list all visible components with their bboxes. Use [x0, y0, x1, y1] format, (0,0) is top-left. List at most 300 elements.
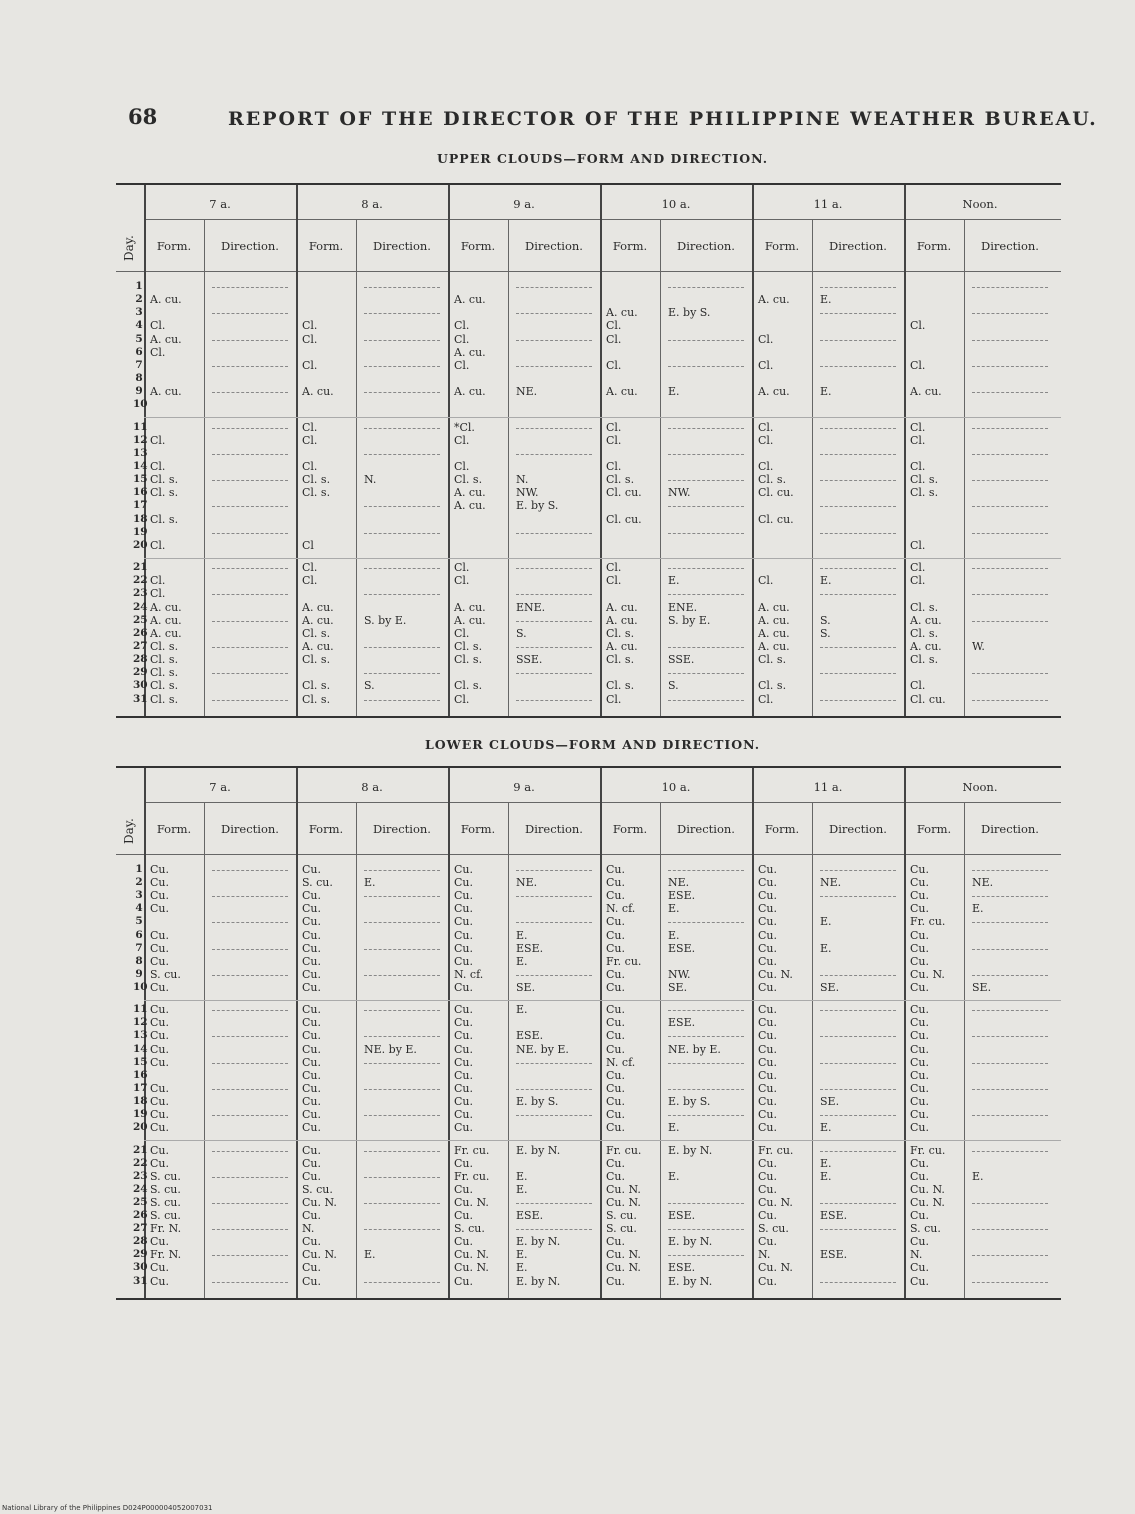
dash-leader [516, 313, 592, 314]
hour-header: 10 a. [661, 780, 691, 794]
dash-leader [212, 533, 288, 534]
dash-leader [364, 1036, 440, 1037]
day-number: 24 [133, 600, 148, 613]
dash-leader [972, 700, 1048, 701]
hour-header: 11 a. [813, 780, 843, 794]
form-cell: S. cu. [150, 1169, 181, 1183]
form-cell: Cu. [302, 1068, 321, 1082]
day-number: 12 [133, 1016, 148, 1029]
day-number: 10 [133, 980, 148, 993]
form-cell: Cu. [150, 1143, 169, 1157]
dash-leader [364, 700, 440, 701]
form-cell: Cu. [910, 941, 929, 955]
dash-leader [364, 1282, 440, 1283]
day-number: 31 [133, 1274, 148, 1287]
upper-clouds-table [116, 183, 1061, 718]
form-cell: Cu. [302, 1274, 321, 1288]
form-cell: Cu. N. [606, 1182, 641, 1196]
direction-cell: NE. [972, 876, 994, 890]
dash-leader [820, 1010, 896, 1011]
direction-cell: E. [364, 1248, 376, 1262]
form-cell: Cu. [910, 1029, 929, 1043]
day-number: 4 [135, 319, 143, 332]
direction-cell: NE. [668, 876, 690, 890]
direction-header: Direction. [221, 822, 279, 836]
form-direction-rule [508, 802, 509, 1298]
form-cell: Cu. [454, 980, 473, 994]
form-cell: Cu. [454, 1016, 473, 1030]
form-cell: Fr. N. [150, 1222, 182, 1236]
dash-leader [364, 506, 440, 507]
dash-leader [516, 568, 592, 569]
form-cell: Cu. [302, 1121, 321, 1135]
form-cell: Cu. [454, 954, 473, 968]
form-header: Form. [308, 822, 344, 836]
dash-leader [516, 896, 592, 897]
direction-header: Direction. [981, 239, 1039, 253]
form-cell: Cu. [758, 876, 777, 890]
dash-leader [212, 896, 288, 897]
dash-leader [364, 533, 440, 534]
dash-leader [972, 1010, 1048, 1011]
form-cell: Cu. [454, 928, 473, 942]
dash-leader [516, 454, 592, 455]
day-number: 7 [135, 358, 143, 371]
form-cell: Cl. [606, 692, 622, 706]
dash-leader [212, 647, 288, 648]
form-cell: Cu. [758, 954, 777, 968]
form-cell: Cu. N. [758, 1261, 793, 1275]
form-header: Form. [612, 239, 648, 253]
day-number: 6 [135, 345, 143, 358]
hour-header: 7 a. [209, 780, 231, 794]
day-number: 11 [133, 1003, 148, 1016]
form-cell: Cl. s. [454, 639, 483, 653]
dash-leader [364, 1010, 440, 1011]
direction-cell: ESE. [516, 1029, 544, 1043]
dash-leader [668, 568, 744, 569]
day-number: 26 [133, 626, 148, 639]
direction-header: Direction. [373, 822, 431, 836]
day-number: 15 [133, 473, 148, 486]
dash-leader [212, 454, 288, 455]
form-cell: Cu. [758, 1081, 777, 1095]
form-cell: Cl. [454, 433, 470, 447]
form-cell: Cu. [910, 876, 929, 890]
form-cell: Cl. [302, 420, 318, 434]
form-cell: Cl. s. [910, 626, 939, 640]
dash-leader [364, 1229, 440, 1230]
form-cell: Cu. [910, 889, 929, 903]
form-direction-rule [812, 219, 813, 716]
dash-leader [516, 1203, 592, 1204]
dash-leader [212, 673, 288, 674]
form-cell: Cl. s. [150, 486, 179, 500]
day-number: 2 [135, 293, 143, 306]
day-number: 11 [133, 420, 148, 433]
form-cell: Cu. [150, 928, 169, 942]
hour-column-rule [752, 768, 754, 1298]
direction-cell: E. [516, 1003, 528, 1017]
direction-cell: E. [516, 1261, 528, 1275]
dash-leader [668, 1229, 744, 1230]
form-cell: N. [302, 1222, 315, 1236]
day-number: 20 [133, 1121, 148, 1134]
hour-column-rule [600, 768, 602, 1298]
dash-leader [212, 1229, 288, 1230]
direction-cell: ESE. [820, 1209, 848, 1223]
day-number: 19 [133, 1108, 148, 1121]
form-cell: Cu. N. [910, 967, 945, 981]
form-cell: Cu. N. [302, 1248, 337, 1262]
form-cell: Cl. [454, 332, 470, 346]
direction-cell: E. [516, 928, 528, 942]
form-cell: Cl. s. [758, 653, 787, 667]
form-cell: Cl. s. [454, 679, 483, 693]
dash-leader [820, 1063, 896, 1064]
dash-leader [820, 1089, 896, 1090]
dash-leader [364, 949, 440, 950]
form-cell: Fr. cu. [606, 1143, 642, 1157]
dash-leader [212, 1151, 288, 1152]
form-cell: Cl. [758, 433, 774, 447]
form-cell: Cu. [150, 980, 169, 994]
form-cell: Cu. N. [606, 1261, 641, 1275]
form-cell: Cu. [150, 1274, 169, 1288]
day-number: 1 [135, 863, 143, 875]
dash-leader [820, 896, 896, 897]
form-cell: Cu. [910, 863, 929, 876]
form-cell: Cu. [910, 902, 929, 916]
form-cell: Cu. N. [606, 1248, 641, 1262]
form-cell: A. cu. [606, 639, 638, 653]
form-cell: S. cu. [910, 1222, 941, 1236]
form-cell: Cl. [910, 420, 926, 434]
form-cell: Cu. [150, 1003, 169, 1017]
direction-cell: N. [364, 473, 377, 487]
dash-leader [516, 533, 592, 534]
dash-leader [212, 568, 288, 569]
dash-leader [972, 922, 1048, 923]
dash-leader [364, 594, 440, 595]
dash-leader [820, 287, 896, 288]
direction-cell: E. by S. [668, 1095, 711, 1108]
form-cell: Cu. [758, 915, 777, 929]
direction-cell: NW. [668, 486, 691, 500]
form-cell: Cl. [150, 587, 166, 601]
direction-cell: E. [820, 1156, 832, 1170]
dash-leader [364, 975, 440, 976]
form-cell: Cu. [606, 1068, 625, 1082]
form-direction-rule [356, 802, 357, 1298]
dash-leader [516, 621, 592, 622]
dash-leader [972, 1282, 1048, 1283]
day-number: 3 [135, 889, 143, 902]
dash-leader [364, 922, 440, 923]
form-header: Form. [460, 822, 496, 836]
dash-leader [668, 533, 744, 534]
library-footer: National Library of the Philippines D024P000004052007031 [2, 1504, 213, 1512]
form-cell: Cu. [302, 928, 321, 942]
form-cell: Cl. s. [758, 473, 787, 487]
dash-leader [364, 392, 440, 393]
dash-leader [364, 647, 440, 648]
form-cell: Fr. N. [150, 1248, 182, 1262]
dash-leader [212, 428, 288, 429]
dash-leader [972, 870, 1048, 871]
form-cell: Cu. [302, 1029, 321, 1043]
form-cell: Cu. [150, 863, 169, 876]
form-direction-rule [508, 219, 509, 716]
direction-cell: E. [972, 902, 984, 916]
form-cell: *Cl. [454, 420, 475, 434]
form-cell: Cu. [910, 1095, 929, 1108]
form-cell: Cu. [454, 889, 473, 903]
form-cell: Cl. s. [910, 486, 939, 500]
form-cell: Cu. [302, 1261, 321, 1275]
dash-leader [668, 1010, 744, 1011]
day-number: 17 [133, 499, 148, 512]
form-cell: A. cu. [302, 613, 334, 627]
dash-leader [820, 1115, 896, 1116]
dash-leader [972, 1115, 1048, 1116]
direction-cell: NE. by E. [516, 1042, 569, 1056]
day-number: 15 [133, 1055, 148, 1068]
dash-leader [972, 1063, 1048, 1064]
dash-leader [516, 1115, 592, 1116]
dash-leader [668, 922, 744, 923]
form-cell: Cu. [910, 1068, 929, 1082]
dash-leader [668, 673, 744, 674]
direction-cell: S. [516, 626, 527, 640]
form-cell: Cl. [454, 692, 470, 706]
form-cell: Cu. [758, 1121, 777, 1135]
form-cell: A. cu. [150, 293, 182, 307]
form-cell: Cu. [910, 1235, 929, 1249]
form-cell: A. cu. [758, 385, 790, 399]
form-cell: S. cu. [606, 1209, 637, 1223]
form-cell: Cu. [758, 941, 777, 955]
form-cell: Cu. [302, 1108, 321, 1122]
form-cell: A. cu. [150, 385, 182, 399]
dash-leader [212, 1063, 288, 1064]
group-separator [144, 1140, 1061, 1141]
direction-cell: E. [516, 1248, 528, 1262]
direction-cell: E. [668, 1169, 680, 1183]
form-cell: Cu. [606, 1169, 625, 1183]
dash-leader [820, 480, 896, 481]
day-number: 26 [133, 1209, 148, 1222]
form-cell: Cu. [910, 1003, 929, 1017]
form-cell: Cl. s. [150, 692, 179, 706]
form-cell: Cu. [910, 1261, 929, 1275]
direction-cell: S. [820, 626, 831, 640]
form-cell: Cu. N. [454, 1261, 489, 1275]
form-cell: Cl. [454, 319, 470, 333]
form-cell: Cu. [454, 1081, 473, 1095]
form-cell: Cu. [910, 1042, 929, 1056]
dash-leader [212, 1115, 288, 1116]
dash-leader [364, 1115, 440, 1116]
form-cell: Cu. [302, 1169, 321, 1183]
form-cell: Cl. [758, 358, 774, 372]
dash-leader [820, 975, 896, 976]
form-cell: Cl. [910, 319, 926, 333]
dash-leader [820, 870, 896, 871]
form-cell: Cu. [910, 1055, 929, 1069]
form-cell: Cu. [302, 1143, 321, 1157]
form-cell: Cl. s. [910, 473, 939, 487]
hour-header: 11 a. [813, 197, 843, 211]
form-cell: Cu. [758, 1055, 777, 1069]
dash-leader [516, 975, 592, 976]
dash-leader [668, 480, 744, 481]
hour-column-rule [600, 185, 602, 716]
dash-leader [364, 428, 440, 429]
direction-cell: NE. [516, 876, 538, 890]
form-cell: Cu. N. [910, 1182, 945, 1196]
form-cell: Cu. [758, 1156, 777, 1170]
hour-header-rule [144, 219, 1061, 220]
hour-column-rule [448, 185, 450, 716]
direction-cell: E. [516, 1182, 528, 1196]
form-cell: Cu. [910, 1169, 929, 1183]
form-cell: Cl. cu. [606, 486, 642, 500]
form-cell: Cl. [454, 358, 470, 372]
form-cell: Cu. [910, 1274, 929, 1288]
form-cell: Cl. [302, 332, 318, 346]
direction-cell: E. [668, 902, 680, 916]
day-number: 23 [133, 1169, 148, 1182]
form-cell: Cu. [758, 980, 777, 994]
dash-leader [820, 1151, 896, 1152]
dash-leader [820, 1203, 896, 1204]
dash-leader [364, 1063, 440, 1064]
day-number: 19 [133, 525, 148, 538]
direction-cell: E. [820, 1121, 832, 1135]
form-cell: S. cu. [150, 967, 181, 981]
direction-cell: E. by S. [516, 1095, 559, 1108]
day-number: 9 [135, 967, 143, 980]
form-cell: Cl. [758, 459, 774, 473]
dash-leader [364, 568, 440, 569]
dash-leader [972, 533, 1048, 534]
form-cell: Cl. [758, 574, 774, 588]
day-number: 30 [133, 679, 148, 692]
dash-leader [516, 594, 592, 595]
day-number: 6 [135, 928, 143, 941]
dash-leader [820, 506, 896, 507]
form-cell: Cu. [606, 1003, 625, 1017]
form-cell: Cu. [606, 1029, 625, 1043]
day-number: 16 [133, 1068, 148, 1081]
form-cell: Cl. [150, 574, 166, 588]
form-cell: Cu. [302, 1235, 321, 1249]
form-cell: Cl. s. [150, 512, 179, 526]
form-cell: Cu. [454, 1095, 473, 1108]
form-cell: Cu. [150, 902, 169, 916]
direction-header: Direction. [677, 822, 735, 836]
form-cell: Cu. [150, 1261, 169, 1275]
form-cell: Cl. [606, 420, 622, 434]
dash-leader [972, 1151, 1048, 1152]
form-cell: Cl. s. [302, 486, 331, 500]
form-cell: Cl. [758, 420, 774, 434]
day-number: 25 [133, 613, 148, 626]
dash-leader [516, 700, 592, 701]
day-number: 31 [133, 692, 148, 705]
form-cell: Cu. N. [606, 1195, 641, 1209]
direction-cell: E. [668, 385, 680, 399]
day-number: 22 [133, 1156, 148, 1169]
dash-leader [972, 287, 1048, 288]
form-cell: Cl. [910, 679, 926, 693]
direction-cell: E. by N. [668, 1274, 713, 1288]
column-header-rule [116, 854, 1061, 855]
form-cell: A. cu. [606, 600, 638, 614]
form-direction-rule [660, 219, 661, 716]
form-cell: Cl. s. [454, 473, 483, 487]
dash-leader [972, 568, 1048, 569]
direction-cell: W. [972, 639, 985, 653]
dash-leader [820, 568, 896, 569]
day-number: 28 [133, 653, 148, 666]
form-cell: Cu. [302, 1016, 321, 1030]
dash-leader [516, 287, 592, 288]
dash-leader [212, 392, 288, 393]
dash-leader [972, 340, 1048, 341]
form-cell: A. cu. [758, 293, 790, 307]
day-number: 18 [133, 512, 148, 525]
dash-leader [364, 1177, 440, 1178]
day-number: 20 [133, 538, 148, 551]
form-cell: Cu. [758, 1182, 777, 1196]
form-cell: Cu. [606, 1121, 625, 1135]
direction-cell: E. [972, 1169, 984, 1183]
form-cell: Cl. [606, 574, 622, 588]
form-cell: Cl. [454, 561, 470, 575]
dash-leader [820, 366, 896, 367]
form-cell: Cu. [302, 902, 321, 916]
direction-cell: NE. [820, 876, 842, 890]
form-cell: A. cu. [910, 613, 942, 627]
direction-cell: E. [820, 1169, 832, 1183]
dash-leader [972, 594, 1048, 595]
dash-leader [212, 594, 288, 595]
form-cell: Cl. s. [150, 653, 179, 667]
day-number: 21 [133, 561, 148, 574]
form-cell: Cu. [454, 1042, 473, 1056]
direction-cell: E. [820, 915, 832, 929]
form-cell: Cu. [150, 876, 169, 890]
form-cell: Cl. [150, 459, 166, 473]
dash-leader [668, 700, 744, 701]
form-cell: Cl. s. [302, 626, 331, 640]
dash-leader [364, 454, 440, 455]
hour-column-rule [296, 768, 298, 1298]
dash-leader [364, 366, 440, 367]
dash-leader [668, 1063, 744, 1064]
day-header: Day. [122, 818, 136, 844]
direction-cell: NE. [516, 385, 538, 399]
hour-column-rule [904, 185, 906, 716]
dash-leader [516, 366, 592, 367]
dash-leader [972, 673, 1048, 674]
dash-leader [212, 340, 288, 341]
form-cell: N. cf. [606, 902, 636, 916]
form-cell: Cu. [150, 1095, 169, 1108]
form-cell: Cu. [606, 941, 625, 955]
